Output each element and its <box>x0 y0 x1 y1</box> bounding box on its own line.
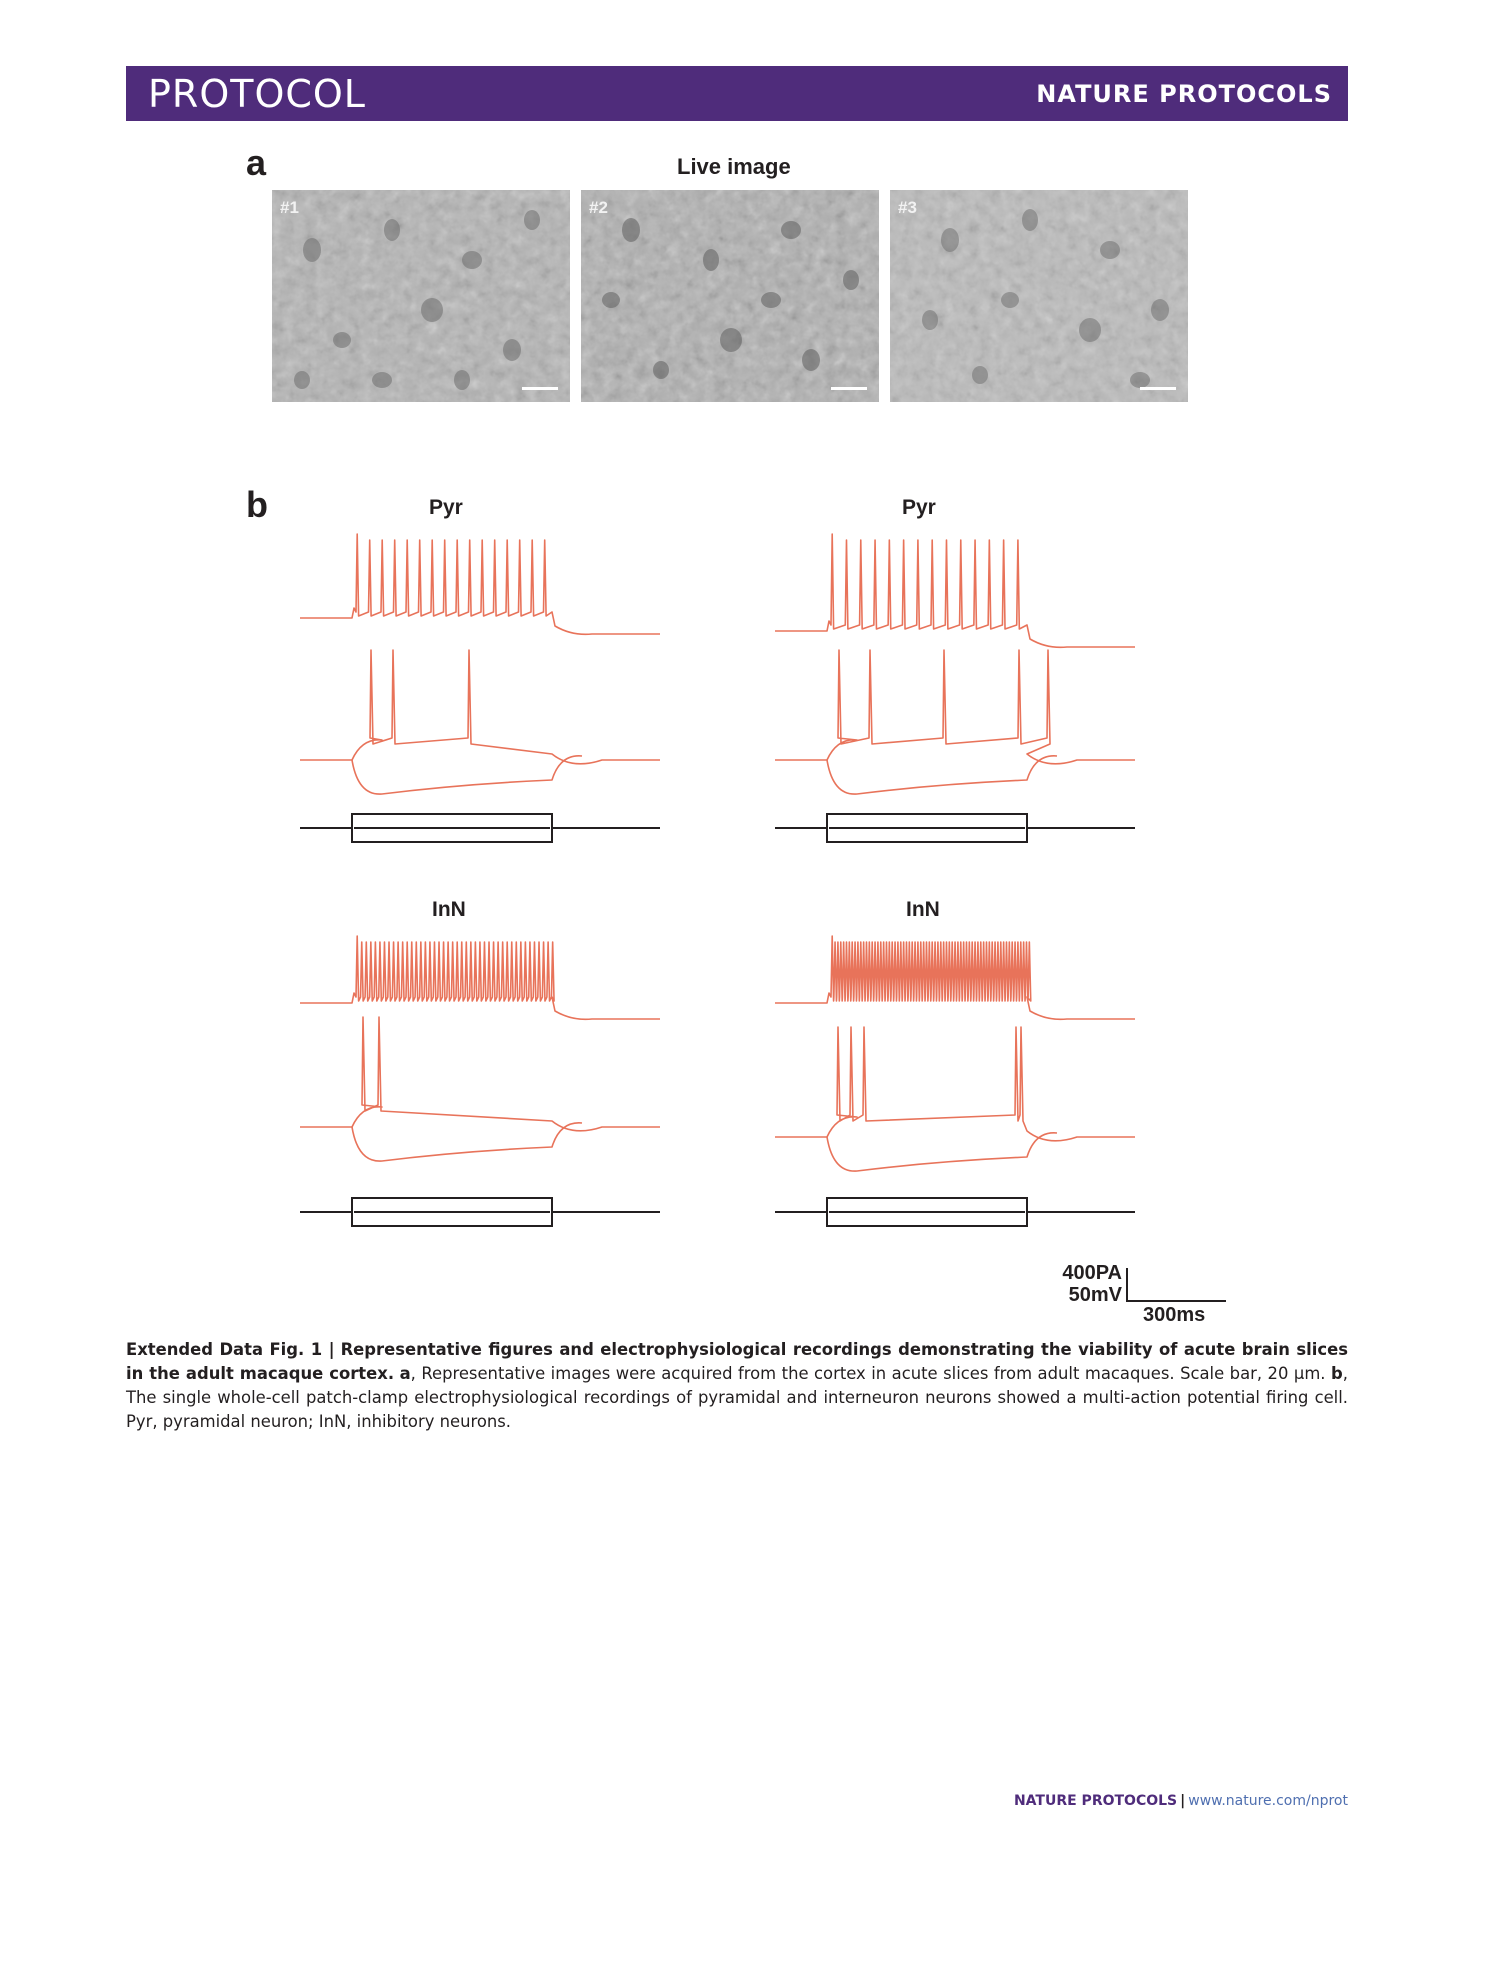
caption-a-label: a <box>399 1364 411 1383</box>
micrograph-1-label: #1 <box>280 198 299 217</box>
header-banner <box>126 66 1348 121</box>
inn-2-trace-depolarise <box>775 1027 1135 1141</box>
ephys-inn-2 <box>775 922 1155 1262</box>
micrograph-3-scale-bar <box>1140 387 1176 390</box>
micrograph-2-scale-bar <box>831 387 867 390</box>
section-label: PROTOCOL <box>148 72 366 116</box>
inn-2-trace-hyperpolarise <box>827 1133 1057 1171</box>
panel-b-letter: b <box>246 484 268 525</box>
ephys-pyr-1 <box>300 520 680 860</box>
scale-bar-vertical <box>1126 1268 1128 1302</box>
caption-label: Extended Data Fig. 1 | <box>126 1340 335 1359</box>
inn-2-trace-spikes <box>775 936 1135 1019</box>
ephys-pyr-2 <box>775 520 1155 860</box>
pyr-2-trace-spikes <box>775 534 1135 647</box>
scale-bar-horizontal <box>1126 1300 1226 1302</box>
micrograph-3-image <box>890 190 1188 402</box>
trace-title-pyr-1: Pyr <box>429 496 463 519</box>
inn-1-trace-hyperpolarise <box>352 1123 582 1161</box>
trace-title-pyr-2: Pyr <box>902 496 936 519</box>
inn-1-trace-depolarise <box>300 1017 660 1131</box>
footer-journal: NATURE PROTOCOLS <box>1013 1793 1178 1809</box>
trace-title-inn-1: InN <box>432 898 466 921</box>
pyr-1-trace-depolarise <box>300 650 660 764</box>
panel-a-letter: a <box>246 142 267 183</box>
micrograph-2-image <box>581 190 879 402</box>
micrograph-1 <box>272 190 570 402</box>
micrograph-1-image <box>272 190 570 402</box>
micrograph-3 <box>890 190 1188 402</box>
pyr-2-trace-depolarise <box>775 650 1135 764</box>
trace-title-inn-2: InN <box>906 898 940 921</box>
micrograph-1-scale-bar <box>522 387 558 390</box>
pyr-2-trace-hyperpolarise <box>827 756 1057 794</box>
micrograph-3-label: #3 <box>898 198 917 217</box>
caption-title: Representative figures and electrophysiological recordings demonstrating the viability of acute brain slices in the adult macaque cortex. <box>126 1340 1348 1383</box>
caption-b-text: , The single whole-cell patch-clamp electrophysiological recordings of pyramidal and interneuron neurons showed a multi-action potential firing cell. Pyr, pyramidal neuron; InN, inhibitory neurons. <box>126 1364 1348 1431</box>
scale-time-label: 300ms <box>1143 1304 1206 1326</box>
micrograph-2-label: #2 <box>589 198 608 217</box>
panel-a-title: Live image <box>677 154 791 179</box>
pyr-1-trace-spikes <box>300 534 660 634</box>
journal-name: NATURE PROTOCOLS <box>1036 80 1332 108</box>
micrograph-2 <box>581 190 879 402</box>
pyr-1-trace-hyperpolarise <box>352 756 582 794</box>
scale-current-label: 400PA <box>1062 1262 1122 1284</box>
caption-b-label: b <box>1331 1364 1343 1383</box>
figure-caption <box>126 1338 1348 1434</box>
caption-a-text: , Representative images were acquired from the cortex in acute slices from adult macaques. Scale bar, 20 µm. <box>410 1364 1326 1383</box>
footer-separator: | <box>1180 1793 1186 1809</box>
ephys-inn-1 <box>300 922 680 1262</box>
scale-voltage-label: 50mV <box>1068 1284 1122 1306</box>
footer-url[interactable]: www.nature.com/nprot <box>1188 1793 1348 1809</box>
inn-1-trace-spikes <box>300 936 660 1019</box>
page-footer <box>1014 1793 1348 1809</box>
